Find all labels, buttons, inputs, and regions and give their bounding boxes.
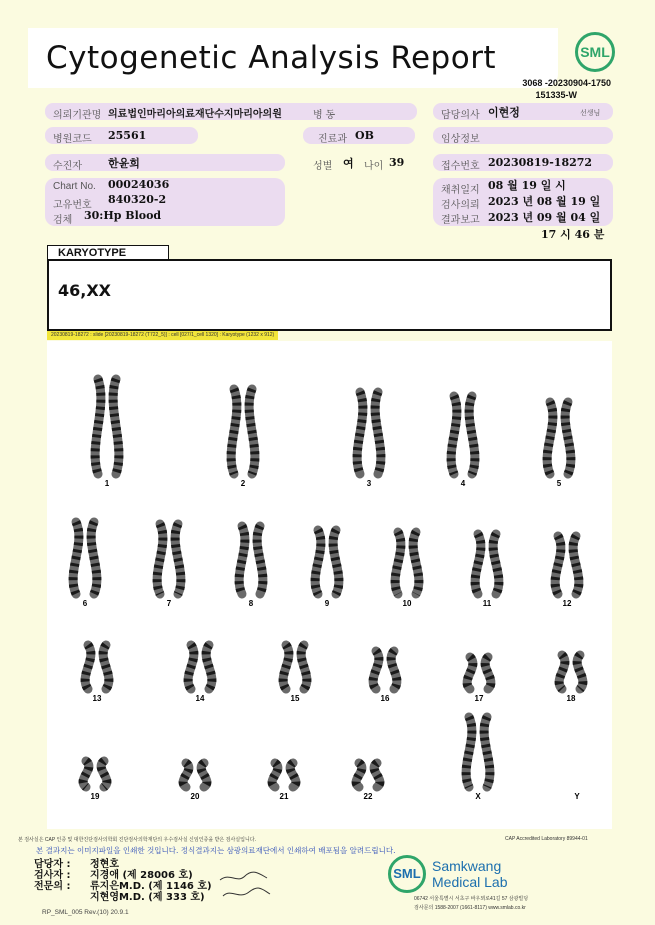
chromosome-label-Y: Y — [574, 792, 580, 801]
chromosome-label-9: 9 — [324, 599, 330, 608]
specialist-label: 전문의 : — [34, 881, 71, 892]
chromosome-12-a — [555, 536, 561, 594]
signature-image — [215, 868, 275, 904]
chromosome-16-b — [391, 651, 397, 689]
chromosome-22-b — [374, 763, 380, 787]
chromosome-16-a — [373, 651, 379, 689]
chromosome-17-b — [485, 657, 491, 689]
chromosome-10-b — [413, 532, 419, 594]
chromosome-21-a — [272, 763, 278, 787]
lab-address: 06742 서울특별시 서초구 바우뫼로41길 57 삼광빌딩 검사문의 1588-2007 (1661-8117) www.smlab.co.kr — [414, 896, 529, 911]
chromosome-20-b — [201, 763, 207, 787]
chromosome-14-b — [206, 645, 212, 689]
chromosome-label-8: 8 — [248, 599, 254, 608]
request-date-label: 검사의뢰 — [441, 200, 480, 211]
chromosome-7-b — [175, 524, 181, 594]
ward-label: 병 동 — [313, 110, 336, 121]
chromosome-13-b — [103, 645, 109, 689]
chromosome-2-b — [249, 389, 255, 474]
chromosome-X-b — [484, 717, 490, 787]
karyotype-tab: KARYOTYPE — [47, 245, 169, 260]
sex-label: 성별 — [313, 161, 333, 172]
specialist-name-1: 류지은M.D. (제 1146 호) — [90, 881, 212, 892]
chromosome-18-b — [577, 655, 583, 689]
chromosome-label-2: 2 — [240, 479, 246, 488]
report-number: 3068 -20230904-1750 151335-W — [522, 78, 611, 100]
chromosome-label-4: 4 — [460, 479, 466, 488]
chromosome-9-a — [315, 530, 321, 594]
specialist-name-2: 지현영M.D. (제 333 호) — [90, 892, 205, 903]
print-notice: 본 결과지는 이미지파일을 인쇄한 것입니다. 정식결과지는 삼광의료재단에서 인쇄하여 배포됨을 알려드립니다. — [36, 846, 396, 855]
chromosome-label-18: 18 — [566, 694, 576, 703]
unique-no-label: 고유번호 — [53, 200, 92, 211]
chromosome-12-b — [573, 536, 579, 594]
chromosome-label-22: 22 — [363, 792, 373, 801]
chromosome-1-b — [113, 379, 119, 474]
chromosome-6-b — [91, 522, 97, 594]
result-date-label: 결과보고 — [441, 215, 480, 226]
receipt-no-value: 20230819-18272 — [488, 156, 593, 169]
sml-logo: SML — [575, 32, 615, 72]
chromosome-19-a — [83, 761, 89, 787]
supervisor-name: 정현호 — [90, 859, 119, 870]
chromosome-21-b — [290, 763, 296, 787]
clinical-info-label: 임상정보 — [441, 134, 480, 145]
supervisor-label: 담당자 : — [34, 859, 71, 870]
chromosome-label-7: 7 — [166, 599, 172, 608]
chromosome-22-a — [356, 763, 362, 787]
chromosome-20-a — [183, 763, 189, 787]
chromosome-4-b — [469, 396, 475, 474]
karyogram-image — [47, 341, 612, 829]
dept-label: 진료과 — [318, 134, 347, 145]
chromosome-5-b — [565, 402, 571, 474]
chromosome-label-13: 13 — [92, 694, 102, 703]
chromosome-15-b — [301, 645, 307, 689]
chromosome-15-a — [283, 645, 289, 689]
chromosome-label-17: 17 — [474, 694, 484, 703]
form-code: RP_SML_005 Rev.(10) 20.9.1 — [42, 909, 129, 916]
karyogram-caption: 20230819-18272 : slide [20230819-18272 (T722_5)] : cell [027/1_cell 1320] : Karyotype (1232 x 912) — [47, 331, 278, 340]
specimen-value: 30:Hp Blood — [84, 209, 162, 222]
chromosome-9-b — [333, 530, 339, 594]
chromosome-3-b — [375, 392, 381, 474]
specimen-label: 검체 — [53, 215, 73, 226]
chromosome-X-a — [466, 717, 472, 787]
hospital-code-value: 25561 — [108, 129, 147, 142]
institution-label: 의뢰기관명 — [53, 110, 102, 121]
result-date-value: 2023 년 09 월 04 일 — [488, 211, 601, 224]
doctor-label: 담당의사 — [441, 110, 480, 121]
legal-text: 본 검사실은 CAP 인증 및 대한진단검사의학회 진단검사의학재단의 우수검사실 신임인증을 받은 검사실입니다. — [18, 837, 256, 843]
chromosome-label-15: 15 — [290, 694, 300, 703]
dept-value: OB — [355, 129, 374, 142]
doctor-value: 이현정 — [488, 106, 520, 119]
chromosome-11-b — [493, 534, 499, 594]
chromosome-4-a — [451, 396, 457, 474]
institution-value: 의료법인마리아의료재단수지마리아의원 — [108, 109, 282, 120]
doctor-suffix: 선생님 — [580, 110, 601, 117]
chromosome-label-14: 14 — [195, 694, 205, 703]
chromosome-label-6: 6 — [82, 599, 88, 608]
chromosome-8-a — [239, 526, 245, 594]
chromosome-11-a — [475, 534, 481, 594]
result-time-value: 17 시 46 분 — [541, 228, 605, 241]
unique-no-value: 840320-2 — [108, 193, 167, 206]
chart-no-value: 00024036 — [108, 178, 170, 191]
karyotype-box — [47, 259, 612, 331]
age-label: 나이 — [364, 161, 384, 172]
chromosome-10-a — [395, 532, 401, 594]
chromosome-label-10: 10 — [402, 599, 412, 608]
chromosome-3-a — [357, 392, 363, 474]
chromosome-label-21: 21 — [279, 792, 289, 801]
age-value: 39 — [389, 156, 405, 169]
examiner-label: 검사자 : — [34, 870, 71, 881]
patient-label: 수진자 — [53, 161, 82, 172]
request-date-value: 2023 년 08 월 19 일 — [488, 195, 601, 208]
chromosome-label-11: 11 — [482, 599, 492, 608]
lab-logo: SML — [388, 855, 426, 893]
report-title: Cytogenetic Analysis Report — [46, 40, 497, 76]
chromosome-13-a — [85, 645, 91, 689]
chromosome-6-a — [73, 522, 79, 594]
chromosome-5-a — [547, 402, 553, 474]
chromosome-label-19: 19 — [90, 792, 100, 801]
chromosome-label-16: 16 — [380, 694, 390, 703]
sex-value: 여 — [343, 157, 354, 170]
chromosome-2-a — [231, 389, 237, 474]
lab-name: Samkwang Medical Lab — [432, 858, 508, 890]
chromosome-14-a — [188, 645, 194, 689]
chromosome-label-12: 12 — [562, 599, 572, 608]
chart-no-label: Chart No. — [53, 181, 96, 192]
chromosome-label-1: 1 — [104, 479, 110, 488]
receipt-no-label: 접수번호 — [441, 161, 480, 172]
chromosome-19-b — [101, 761, 107, 787]
chromosome-label-3: 3 — [366, 479, 372, 488]
chromosome-17-a — [467, 657, 473, 689]
chromosome-1-a — [95, 379, 101, 474]
examiner-name: 지경애 (제 28006 호) — [90, 870, 193, 881]
cap-text: CAP Accredited Laboratory 89944-01 — [505, 836, 588, 842]
chromosome-label-X: X — [475, 792, 481, 801]
chromosome-7-a — [157, 524, 163, 594]
chromosome-label-20: 20 — [190, 792, 200, 801]
chromosome-label-5: 5 — [556, 479, 562, 488]
hospital-code-label: 병원코드 — [53, 134, 92, 145]
chromosome-8-b — [257, 526, 263, 594]
collect-date-value: 08 월 19 일 시 — [488, 179, 566, 192]
patient-value: 한윤희 — [108, 157, 140, 170]
karyotype-value: 46,XX — [58, 281, 112, 300]
collect-date-label: 채취일지 — [441, 185, 480, 196]
chromosome-18-a — [559, 655, 565, 689]
